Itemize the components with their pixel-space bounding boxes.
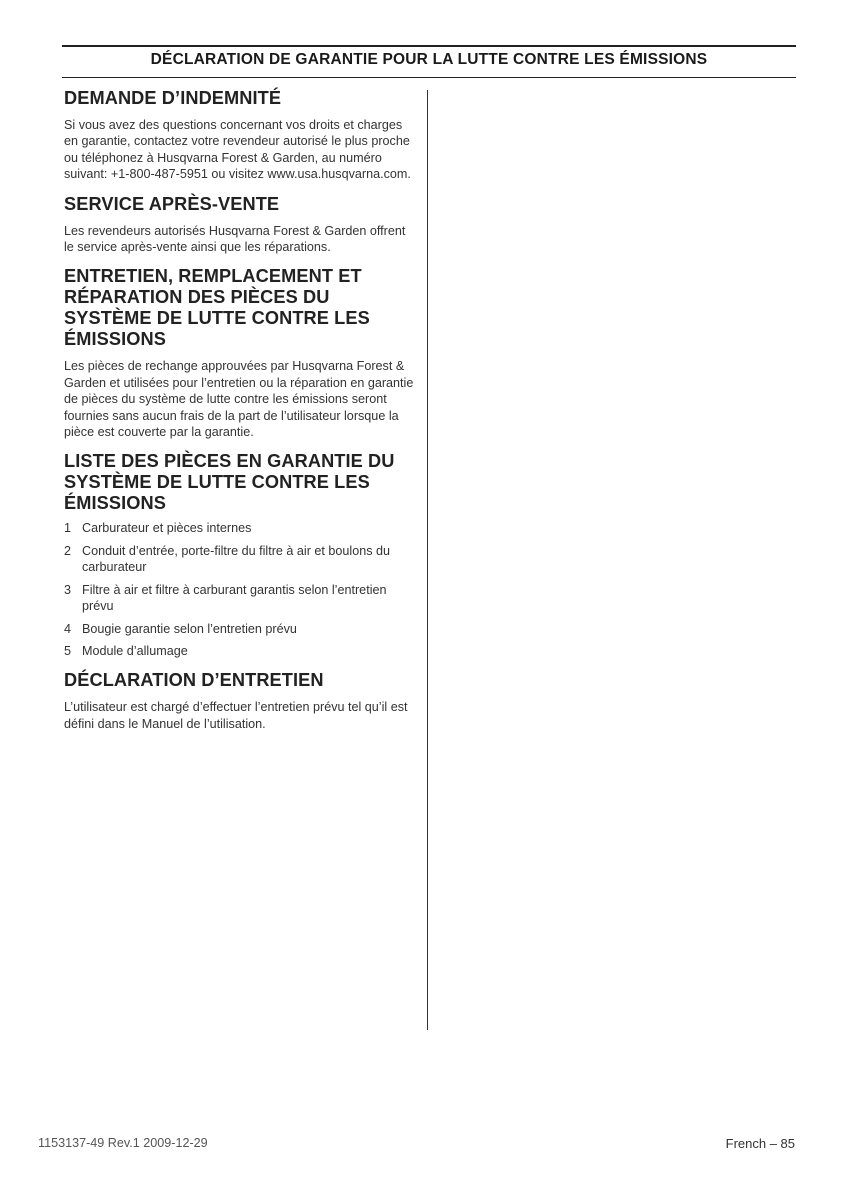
list-item-number: 1 — [64, 521, 72, 536]
section-body: Si vous avez des questions concernant vos droits et charges en garantie, contactez votre revendeur autorisé le plus proche ou téléphonez à Husqvarna Forest & Garden, au numéro suivant: +1-800-487-5951 ou visitez www.usa.husqvarna.com. — [64, 118, 411, 182]
list-item-text: Conduit d’entrée, porte-filtre du filtre à air et boulons du carburateur — [82, 543, 391, 575]
section-heading: SERVICE APRÈS-VENTE — [64, 193, 280, 214]
section-heading: ENTRETIEN, REMPLACEMENT ET RÉPARATION DES PIÈCES DU SYSTÈME DE LUTTE CONTRE LES ÉMISSIONS — [64, 266, 370, 350]
header-rule-bottom — [62, 77, 796, 78]
header-rule-top — [62, 45, 796, 47]
section-after-sales — [64, 194, 416, 256]
page-title: DÉCLARATION DE GARANTIE POUR LA LUTTE CONTRE LES ÉMISSIONS — [150, 51, 708, 68]
left-column — [64, 88, 416, 743]
section-heading: LISTE DES PIÈCES EN GARANTIE DU SYSTÈME DE LUTTE CONTRE LES ÉMISSIONS — [64, 451, 395, 514]
list-item — [64, 520, 416, 536]
parts-list — [64, 520, 416, 659]
list-item-number: 5 — [64, 643, 72, 658]
list-item-number: 4 — [64, 621, 72, 636]
section-heading: DÉCLARATION D’ENTRETIEN — [64, 670, 324, 691]
list-item-text: Filtre à air et filtre à carburant garantis selon l’entretien prévu — [82, 582, 387, 614]
section-maintenance-parts — [64, 266, 416, 440]
list-item-text: Module d’allumage — [82, 643, 188, 658]
section-warranty-parts-list — [64, 451, 416, 659]
list-item — [64, 582, 416, 615]
section-body: Les revendeurs autorisés Husqvarna Forest & Garden offrent le service après-vente ainsi que les réparations. — [64, 223, 406, 255]
document-id: 1153137-49 Rev.1 2009-12-29 — [38, 1136, 208, 1150]
list-item — [64, 543, 416, 576]
list-item-number: 3 — [64, 582, 72, 597]
section-body: L’utilisateur est chargé d’effectuer l’entretien prévu tel qu’il est défini dans le Manuel de l’utilisation. — [64, 700, 408, 731]
list-item-text: Bougie garantie selon l’entretien prévu — [82, 621, 297, 636]
column-divider — [427, 90, 428, 1030]
section-body: Les pièces de rechange approuvées par Husqvarna Forest & Garden et utilisées pour l’entretien ou la réparation en garantie de pièces du système de lutte contre les émissions seront fournies sans aucun frais de la part de l’utilisateur lorsque la pièce est couverte par la garantie. — [64, 359, 414, 440]
section-maintenance-statement — [64, 670, 416, 732]
list-item — [64, 643, 416, 659]
section-claims — [64, 88, 416, 183]
list-item-number: 2 — [64, 543, 72, 558]
list-item — [64, 621, 416, 637]
list-item-text: Carburateur et pièces internes — [82, 521, 252, 536]
page-number: French – 85 — [725, 1136, 795, 1151]
section-heading: DEMANDE D’INDEMNITÉ — [64, 88, 282, 108]
